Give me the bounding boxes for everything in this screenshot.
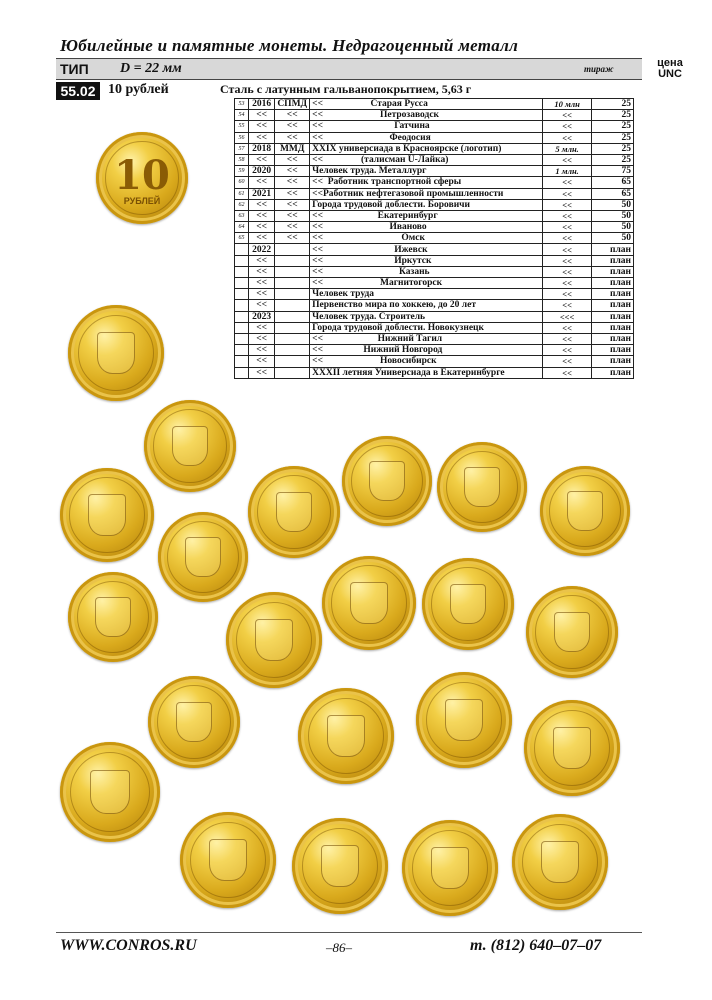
coin-emblem-icon bbox=[176, 702, 213, 742]
row-year: << bbox=[249, 121, 275, 132]
row-mintage: << bbox=[543, 333, 591, 344]
row-number bbox=[235, 367, 249, 378]
row-mint bbox=[275, 356, 310, 367]
coin-emblem-icon bbox=[567, 491, 603, 531]
diameter-label: D = 22 мм bbox=[120, 61, 182, 76]
table-row bbox=[235, 143, 634, 154]
row-year: << bbox=[249, 222, 275, 233]
coin-emblem-icon bbox=[350, 582, 388, 623]
type-label: ТИП bbox=[60, 61, 89, 77]
coin-image bbox=[180, 812, 276, 908]
row-description: Человек труда. Металлург bbox=[310, 166, 543, 177]
row-year: 2018 bbox=[249, 143, 275, 154]
coin-image bbox=[298, 688, 394, 784]
row-description: XXXII летняя Универсиада в Екатеринбурге bbox=[310, 367, 543, 378]
coin-image bbox=[524, 700, 620, 796]
page-title: Юбилейные и памятные монеты. Недрагоценный металл bbox=[60, 36, 519, 55]
coin-image bbox=[248, 466, 340, 558]
row-number bbox=[235, 289, 249, 300]
row-mintage: <<< bbox=[543, 311, 591, 322]
row-mint bbox=[275, 345, 310, 356]
row-mint: << bbox=[275, 110, 310, 121]
row-description: << Иркутск bbox=[310, 255, 543, 266]
row-price: 75 bbox=[591, 166, 633, 177]
row-price: план bbox=[591, 311, 633, 322]
coin-emblem-icon bbox=[369, 461, 405, 501]
table-row bbox=[235, 255, 634, 266]
row-mintage: << bbox=[543, 210, 591, 221]
row-price: 25 bbox=[591, 143, 633, 154]
coin-emblem-icon bbox=[276, 492, 313, 532]
row-mintage: << bbox=[543, 233, 591, 244]
row-year: << bbox=[249, 356, 275, 367]
row-mintage: << bbox=[543, 322, 591, 333]
row-mint: << bbox=[275, 121, 310, 132]
row-description: Человек труда. Строитель bbox=[310, 311, 543, 322]
row-mintage: << bbox=[543, 345, 591, 356]
type-header-bar bbox=[56, 57, 683, 80]
row-number: 60 bbox=[235, 177, 249, 188]
row-description: << Нижний Тагил bbox=[310, 333, 543, 344]
row-price: план bbox=[591, 255, 633, 266]
row-price: 65 bbox=[591, 177, 633, 188]
row-price: план bbox=[591, 289, 633, 300]
coin-image bbox=[540, 466, 630, 556]
row-mint: СПМД bbox=[275, 99, 310, 110]
coin-emblem-icon bbox=[541, 841, 579, 883]
coin-emblem-icon bbox=[431, 847, 469, 889]
row-description: XXIX универсиада в Красноярске (логотип) bbox=[310, 143, 543, 154]
row-price: план bbox=[591, 244, 633, 255]
row-mint bbox=[275, 278, 310, 289]
row-mintage: 10 млн bbox=[543, 99, 591, 110]
row-description: << Работник транспортной сферы bbox=[310, 177, 543, 188]
row-year: << bbox=[249, 210, 275, 221]
footer-website: WWW.CONROS.RU bbox=[60, 937, 197, 954]
row-number: 53 bbox=[235, 99, 249, 110]
row-mintage: << bbox=[543, 154, 591, 165]
row-number: 54 bbox=[235, 110, 249, 121]
row-description: << Новосибирск bbox=[310, 356, 543, 367]
coin-emblem-icon bbox=[185, 537, 221, 577]
table-row bbox=[235, 166, 634, 177]
row-mint bbox=[275, 300, 310, 311]
row-year: << bbox=[249, 255, 275, 266]
row-mint: << bbox=[275, 154, 310, 165]
table-row bbox=[235, 300, 634, 311]
row-description: << (талисман U-Лайка) bbox=[310, 154, 543, 165]
table-row bbox=[235, 132, 634, 143]
row-number: 59 bbox=[235, 166, 249, 177]
coin-emblem-icon bbox=[327, 715, 365, 757]
price-label-line2: UNC bbox=[658, 68, 682, 80]
row-year: 2016 bbox=[249, 99, 275, 110]
coin-image bbox=[292, 818, 388, 914]
table-row bbox=[235, 244, 634, 255]
coin-image bbox=[402, 820, 498, 916]
row-number bbox=[235, 322, 249, 333]
coin-image bbox=[148, 676, 240, 768]
footer-phone: т. (812) 640–07–07 bbox=[470, 937, 602, 954]
row-mintage: << bbox=[543, 121, 591, 132]
row-mintage: << bbox=[543, 255, 591, 266]
row-price: 50 bbox=[591, 210, 633, 221]
row-description: << Гатчина bbox=[310, 121, 543, 132]
row-mint bbox=[275, 322, 310, 333]
row-year: 2023 bbox=[249, 311, 275, 322]
row-mintage: << bbox=[543, 199, 591, 210]
row-mint: ММД bbox=[275, 143, 310, 154]
row-description: << Магнитогорск bbox=[310, 278, 543, 289]
coin-image bbox=[60, 742, 160, 842]
coin-emblem-icon bbox=[88, 494, 126, 535]
coin-image bbox=[437, 442, 527, 532]
row-price: 65 bbox=[591, 188, 633, 199]
row-year: << bbox=[249, 367, 275, 378]
table-row bbox=[235, 199, 634, 210]
page-number: –86– bbox=[326, 940, 352, 955]
coin-emblem-icon bbox=[445, 699, 483, 741]
row-number bbox=[235, 356, 249, 367]
table-row bbox=[235, 322, 634, 333]
row-number: 58 bbox=[235, 154, 249, 165]
table-row bbox=[235, 333, 634, 344]
row-mintage: << bbox=[543, 244, 591, 255]
coin-emblem-icon bbox=[554, 612, 591, 652]
table-row bbox=[235, 177, 634, 188]
row-mintage: << bbox=[543, 266, 591, 277]
row-year: << bbox=[249, 289, 275, 300]
row-number bbox=[235, 278, 249, 289]
row-description: << Нижний Новгород bbox=[310, 345, 543, 356]
coin-emblem-icon bbox=[172, 426, 209, 466]
table-row bbox=[235, 154, 634, 165]
row-price: 25 bbox=[591, 154, 633, 165]
coin-emblem-icon bbox=[97, 332, 135, 374]
mintage-label: тираж bbox=[584, 64, 614, 74]
row-description: Города трудовой доблести. Боровичи bbox=[310, 199, 543, 210]
row-year: 2022 bbox=[249, 244, 275, 255]
table-row bbox=[235, 367, 634, 378]
row-number bbox=[235, 300, 249, 311]
row-mintage: 1 млн. bbox=[543, 166, 591, 177]
row-number: 64 bbox=[235, 222, 249, 233]
row-mint: << bbox=[275, 222, 310, 233]
row-mintage: << bbox=[543, 132, 591, 143]
row-description: Первенство мира по хоккею, до 20 лет bbox=[310, 300, 543, 311]
table-row bbox=[235, 311, 634, 322]
row-year: << bbox=[249, 266, 275, 277]
coin-image bbox=[68, 572, 158, 662]
row-year: << bbox=[249, 199, 275, 210]
row-price: 50 bbox=[591, 199, 633, 210]
price-label bbox=[646, 58, 694, 80]
row-price: 25 bbox=[591, 132, 633, 143]
row-mintage: << bbox=[543, 367, 591, 378]
row-description: << Феодосия bbox=[310, 132, 543, 143]
table-row bbox=[235, 233, 634, 244]
coin-image bbox=[226, 592, 322, 688]
row-number: 57 bbox=[235, 143, 249, 154]
coin-image bbox=[526, 586, 618, 678]
row-price: план bbox=[591, 266, 633, 277]
row-number bbox=[235, 311, 249, 322]
coin-table bbox=[234, 98, 634, 379]
coin-emblem-icon bbox=[90, 770, 130, 814]
table-row bbox=[235, 188, 634, 199]
row-description: << Казань bbox=[310, 266, 543, 277]
row-number bbox=[235, 244, 249, 255]
row-price: план bbox=[591, 322, 633, 333]
row-year: << bbox=[249, 110, 275, 121]
row-mintage: << bbox=[543, 188, 591, 199]
table-row bbox=[235, 278, 634, 289]
table-row bbox=[235, 289, 634, 300]
row-mintage: << bbox=[543, 356, 591, 367]
row-number: 62 bbox=[235, 199, 249, 210]
coin-emblem-icon bbox=[95, 597, 131, 637]
row-mint: << bbox=[275, 177, 310, 188]
table-row bbox=[235, 121, 634, 132]
row-price: план bbox=[591, 300, 633, 311]
row-price: план bbox=[591, 345, 633, 356]
row-price: 50 bbox=[591, 222, 633, 233]
catalog-number: 55.02 bbox=[56, 82, 100, 100]
denomination: 10 рублей bbox=[108, 82, 169, 97]
coin-image bbox=[68, 305, 164, 401]
coin-unit: РУБЛЕЙ bbox=[123, 196, 161, 207]
table-row bbox=[235, 110, 634, 121]
coin-image bbox=[422, 558, 514, 650]
coin-image bbox=[512, 814, 608, 910]
row-year: << bbox=[249, 132, 275, 143]
row-year: << bbox=[249, 300, 275, 311]
coin-image bbox=[158, 512, 248, 602]
row-mintage: << bbox=[543, 278, 591, 289]
coin-image bbox=[60, 468, 154, 562]
row-year: << bbox=[249, 333, 275, 344]
row-year: << bbox=[249, 233, 275, 244]
row-year: 2020 bbox=[249, 166, 275, 177]
coin-emblem-icon bbox=[553, 727, 591, 769]
row-description: << Старая Русса bbox=[310, 99, 543, 110]
coin-emblem-icon bbox=[255, 619, 293, 661]
material-spec: Сталь с латунным гальванопокрытием, 5,63 г bbox=[220, 82, 472, 96]
row-mint bbox=[275, 311, 310, 322]
row-year: << bbox=[249, 278, 275, 289]
row-price: 50 bbox=[591, 233, 633, 244]
row-mintage: << bbox=[543, 300, 591, 311]
coin-image bbox=[416, 672, 512, 768]
row-year: << bbox=[249, 177, 275, 188]
coin-emblem-icon bbox=[464, 467, 500, 507]
row-year: << bbox=[249, 345, 275, 356]
row-number: 56 bbox=[235, 132, 249, 143]
row-price: план bbox=[591, 278, 633, 289]
row-mintage: << bbox=[543, 289, 591, 300]
coin-image bbox=[144, 400, 236, 492]
row-mintage: << bbox=[543, 110, 591, 121]
coin-emblem-icon bbox=[321, 845, 359, 887]
row-price: план bbox=[591, 367, 633, 378]
row-mint bbox=[275, 289, 310, 300]
row-description: << Екатеринбург bbox=[310, 210, 543, 221]
table-row bbox=[235, 266, 634, 277]
price-label-line1: цена bbox=[657, 57, 683, 69]
row-description: << Петрозаводск bbox=[310, 110, 543, 121]
row-number: 63 bbox=[235, 210, 249, 221]
table-row bbox=[235, 345, 634, 356]
row-description: << Иваново bbox=[310, 222, 543, 233]
row-mint: << bbox=[275, 210, 310, 221]
row-mintage: 5 млн. bbox=[543, 143, 591, 154]
row-mint: << bbox=[275, 233, 310, 244]
row-mint: << bbox=[275, 199, 310, 210]
row-description: Города трудовой доблести. Новокузнецк bbox=[310, 322, 543, 333]
row-description: << Ижевск bbox=[310, 244, 543, 255]
row-mint bbox=[275, 244, 310, 255]
row-mintage: << bbox=[543, 222, 591, 233]
row-price: план bbox=[591, 333, 633, 344]
row-price: план bbox=[591, 356, 633, 367]
table-row bbox=[235, 99, 634, 110]
row-year: 2021 bbox=[249, 188, 275, 199]
row-mint: << bbox=[275, 166, 310, 177]
row-number bbox=[235, 333, 249, 344]
coin-image bbox=[342, 436, 432, 526]
row-number bbox=[235, 255, 249, 266]
row-price: 25 bbox=[591, 110, 633, 121]
row-price: 25 bbox=[591, 121, 633, 132]
row-price: 25 bbox=[591, 99, 633, 110]
table-row bbox=[235, 210, 634, 221]
row-number: 61 bbox=[235, 188, 249, 199]
coin-emblem-icon bbox=[209, 839, 247, 881]
coin-emblem-icon bbox=[450, 584, 487, 624]
row-description: << Омск bbox=[310, 233, 543, 244]
coin-reverse-10-rubles bbox=[96, 132, 188, 224]
row-description: <<Работник нефтегазовой промышленности bbox=[310, 188, 543, 199]
footer-divider bbox=[56, 932, 642, 933]
row-mintage: << bbox=[543, 177, 591, 188]
row-description: Человек труда bbox=[310, 289, 543, 300]
row-mint bbox=[275, 333, 310, 344]
coin-value: 10 bbox=[114, 151, 170, 199]
row-mint: << bbox=[275, 188, 310, 199]
row-number bbox=[235, 266, 249, 277]
table-row bbox=[235, 222, 634, 233]
table-row bbox=[235, 356, 634, 367]
row-number bbox=[235, 345, 249, 356]
row-year: << bbox=[249, 322, 275, 333]
row-number: 65 bbox=[235, 233, 249, 244]
row-mint: << bbox=[275, 132, 310, 143]
row-number: 55 bbox=[235, 121, 249, 132]
coin-image bbox=[322, 556, 416, 650]
row-year: << bbox=[249, 154, 275, 165]
row-mint bbox=[275, 367, 310, 378]
row-mint bbox=[275, 255, 310, 266]
row-mint bbox=[275, 266, 310, 277]
